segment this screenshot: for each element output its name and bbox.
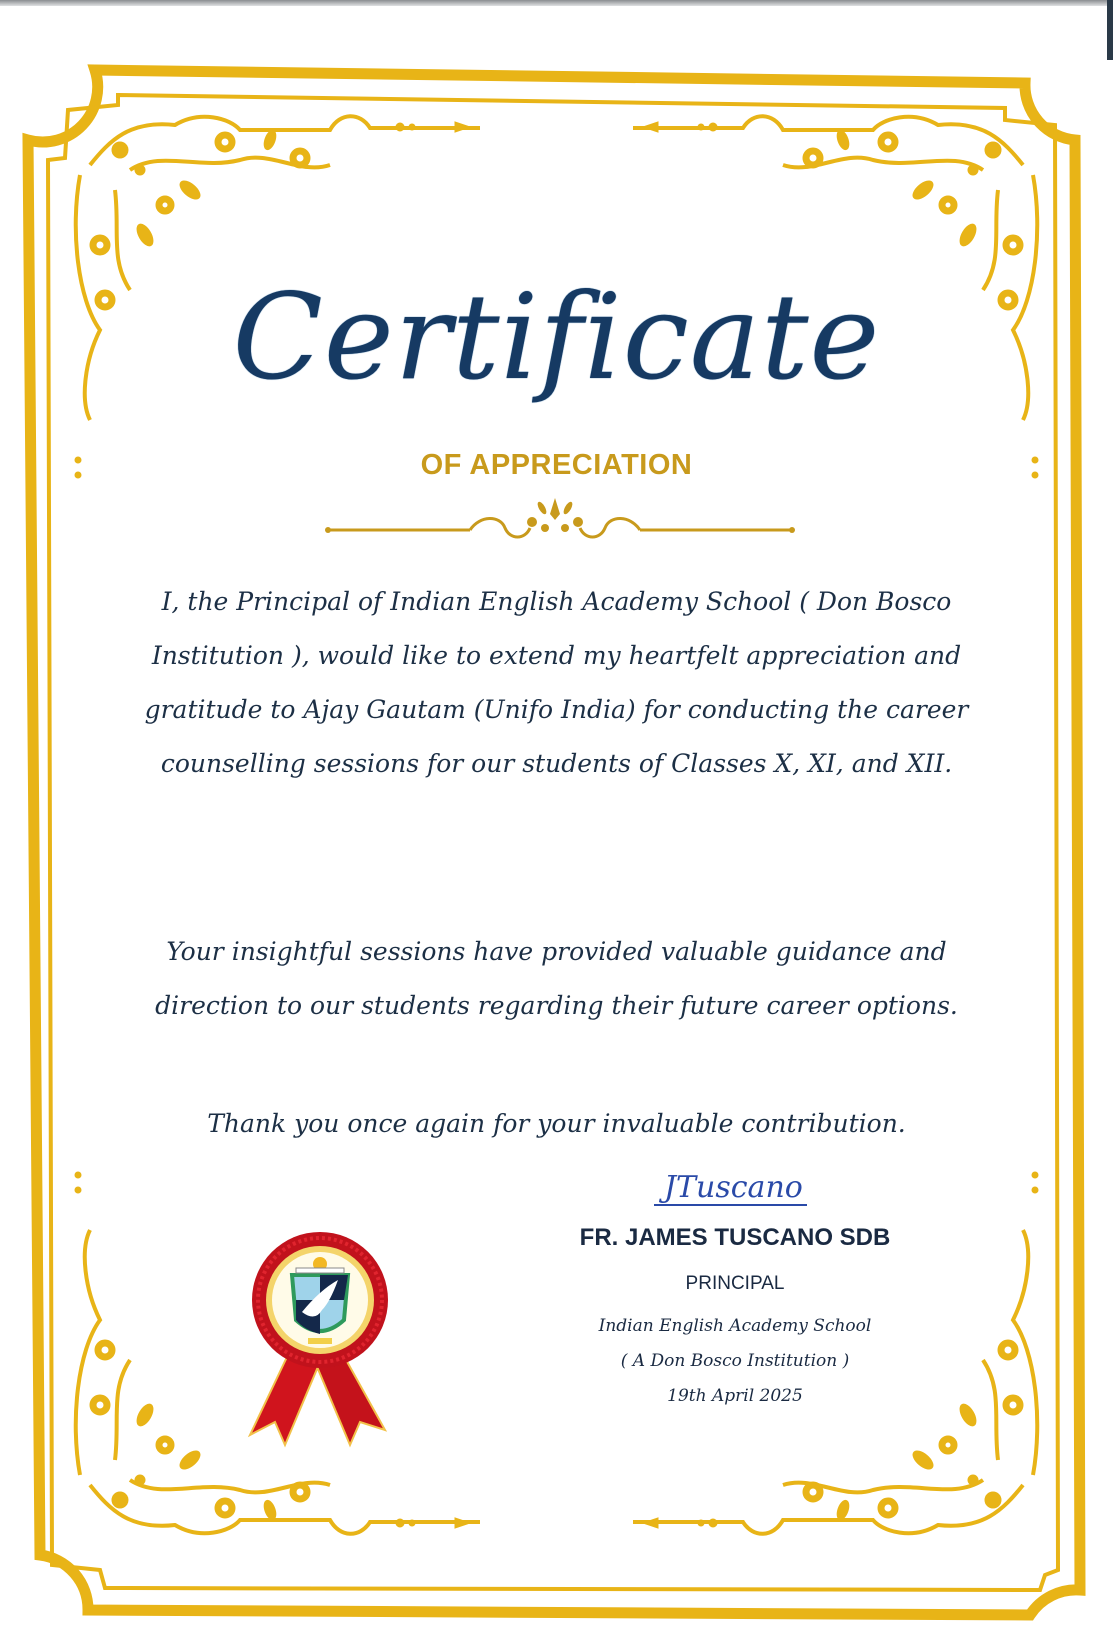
guidance-paragraph: Your insightful sessions have provided valuable guidance and direction to our students regarding their future career options. <box>155 937 958 1020</box>
certificate-subtitle: OF APPRECIATION <box>420 449 693 481</box>
signatory-school: Indian English Academy School <box>598 1316 872 1336</box>
school-crest-rosette-icon <box>240 1230 400 1450</box>
signatory-role: PRINCIPAL <box>685 1273 785 1294</box>
certificate-date: 19th April 2025 <box>667 1386 803 1406</box>
appreciation-paragraph: I, the Principal of Indian English Academy School ( Don Bosco Institution ), would like to extend my heartfelt appreciation and gratitude to Ajay Gautam (Unifo India) for conducting the career counselling sessions for our students of Classes X, XI, and XII. <box>144 587 969 778</box>
signatory-name: FR. JAMES TUSCANO SDB <box>579 1224 891 1251</box>
thank-you-paragraph: Thank you once again for your invaluable contribution. <box>207 1109 906 1138</box>
certificate-title: Certificate <box>232 268 881 406</box>
principal-signature: JTuscano <box>654 1172 807 1206</box>
signatory-institution: ( A Don Bosco Institution ) <box>620 1351 850 1371</box>
